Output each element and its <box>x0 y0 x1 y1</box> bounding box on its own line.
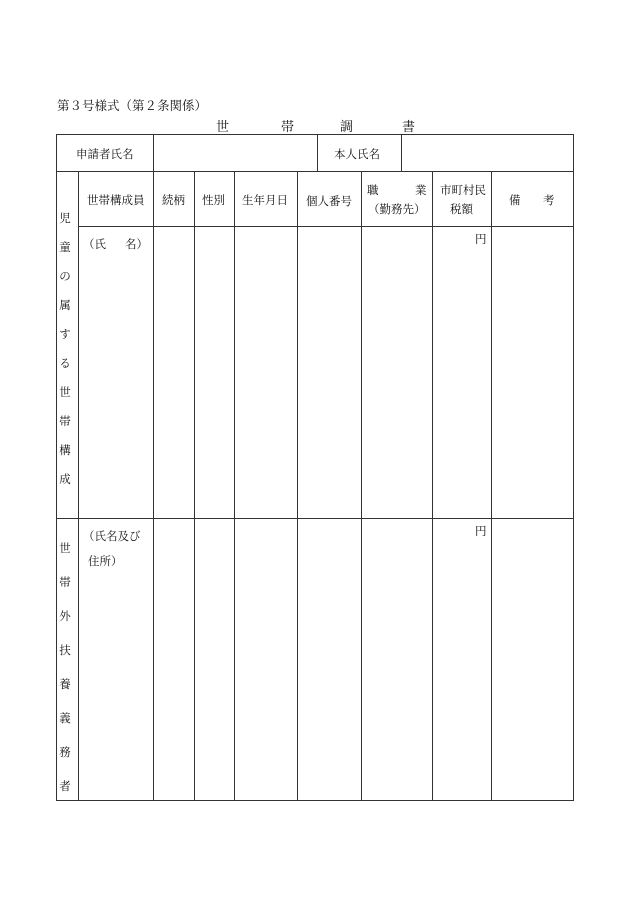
vertical-char: 義 <box>59 711 71 725</box>
vertical-char: 外 <box>59 609 71 623</box>
title-char: 書 <box>402 120 416 135</box>
vertical-char: 務 <box>59 745 71 759</box>
vertical-char: 成 <box>59 472 71 486</box>
vertical-char: の <box>59 269 71 283</box>
header-workplace: （勤務先） <box>368 202 426 216</box>
yen-unit: 円 <box>475 232 487 246</box>
vertical-char: 構 <box>59 443 71 457</box>
member-name-open: （氏 <box>83 237 106 251</box>
header-remarks-left: 備 <box>509 193 521 207</box>
title-char: 世 <box>216 120 230 135</box>
header-municipal-tax-line2: 税額 <box>450 202 473 216</box>
header-municipal-tax-line1: 市町村民 <box>440 183 486 197</box>
vertical-char: る <box>59 356 71 370</box>
header-occupation-right: 業 <box>415 183 427 197</box>
vertical-char: 世 <box>59 385 71 399</box>
supporter-address-line2: 住所） <box>88 554 123 568</box>
header-relation: 続柄 <box>162 193 185 207</box>
form-number-label: 第３号様式（第２条関係） <box>57 98 208 113</box>
supporter-name-line1: （氏名及び <box>83 529 141 543</box>
vertical-char: 属 <box>59 298 71 312</box>
vertical-char: 世 <box>59 541 71 555</box>
header-remarks-right: 考 <box>543 193 555 207</box>
vertical-char: 者 <box>59 779 71 793</box>
title-char: 帯 <box>281 120 295 135</box>
header-sex: 性別 <box>202 193 225 207</box>
vertical-char: 扶 <box>59 643 71 657</box>
header-household-members: 世帯構成員 <box>87 193 145 207</box>
header-birthdate: 生年月日 <box>242 193 288 207</box>
vertical-char: す <box>59 327 71 341</box>
vertical-char: 児 <box>59 211 71 225</box>
person-name-label: 本人氏名 <box>334 147 380 161</box>
vertical-char: 童 <box>59 240 71 254</box>
yen-unit: 円 <box>475 524 487 538</box>
applicant-name-label: 申請者氏名 <box>76 147 134 161</box>
section-household-composition-label <box>58 210 72 500</box>
member-name-close: 名） <box>125 237 148 251</box>
vertical-char: 帯 <box>59 414 71 428</box>
title-char: 調 <box>340 120 354 135</box>
vertical-char: 養 <box>59 677 71 691</box>
section-non-household-supporters-label <box>58 540 72 812</box>
vertical-char: 帯 <box>59 575 71 589</box>
header-occupation-left: 職 <box>367 183 379 197</box>
header-personal-number: 個人番号 <box>306 194 352 208</box>
